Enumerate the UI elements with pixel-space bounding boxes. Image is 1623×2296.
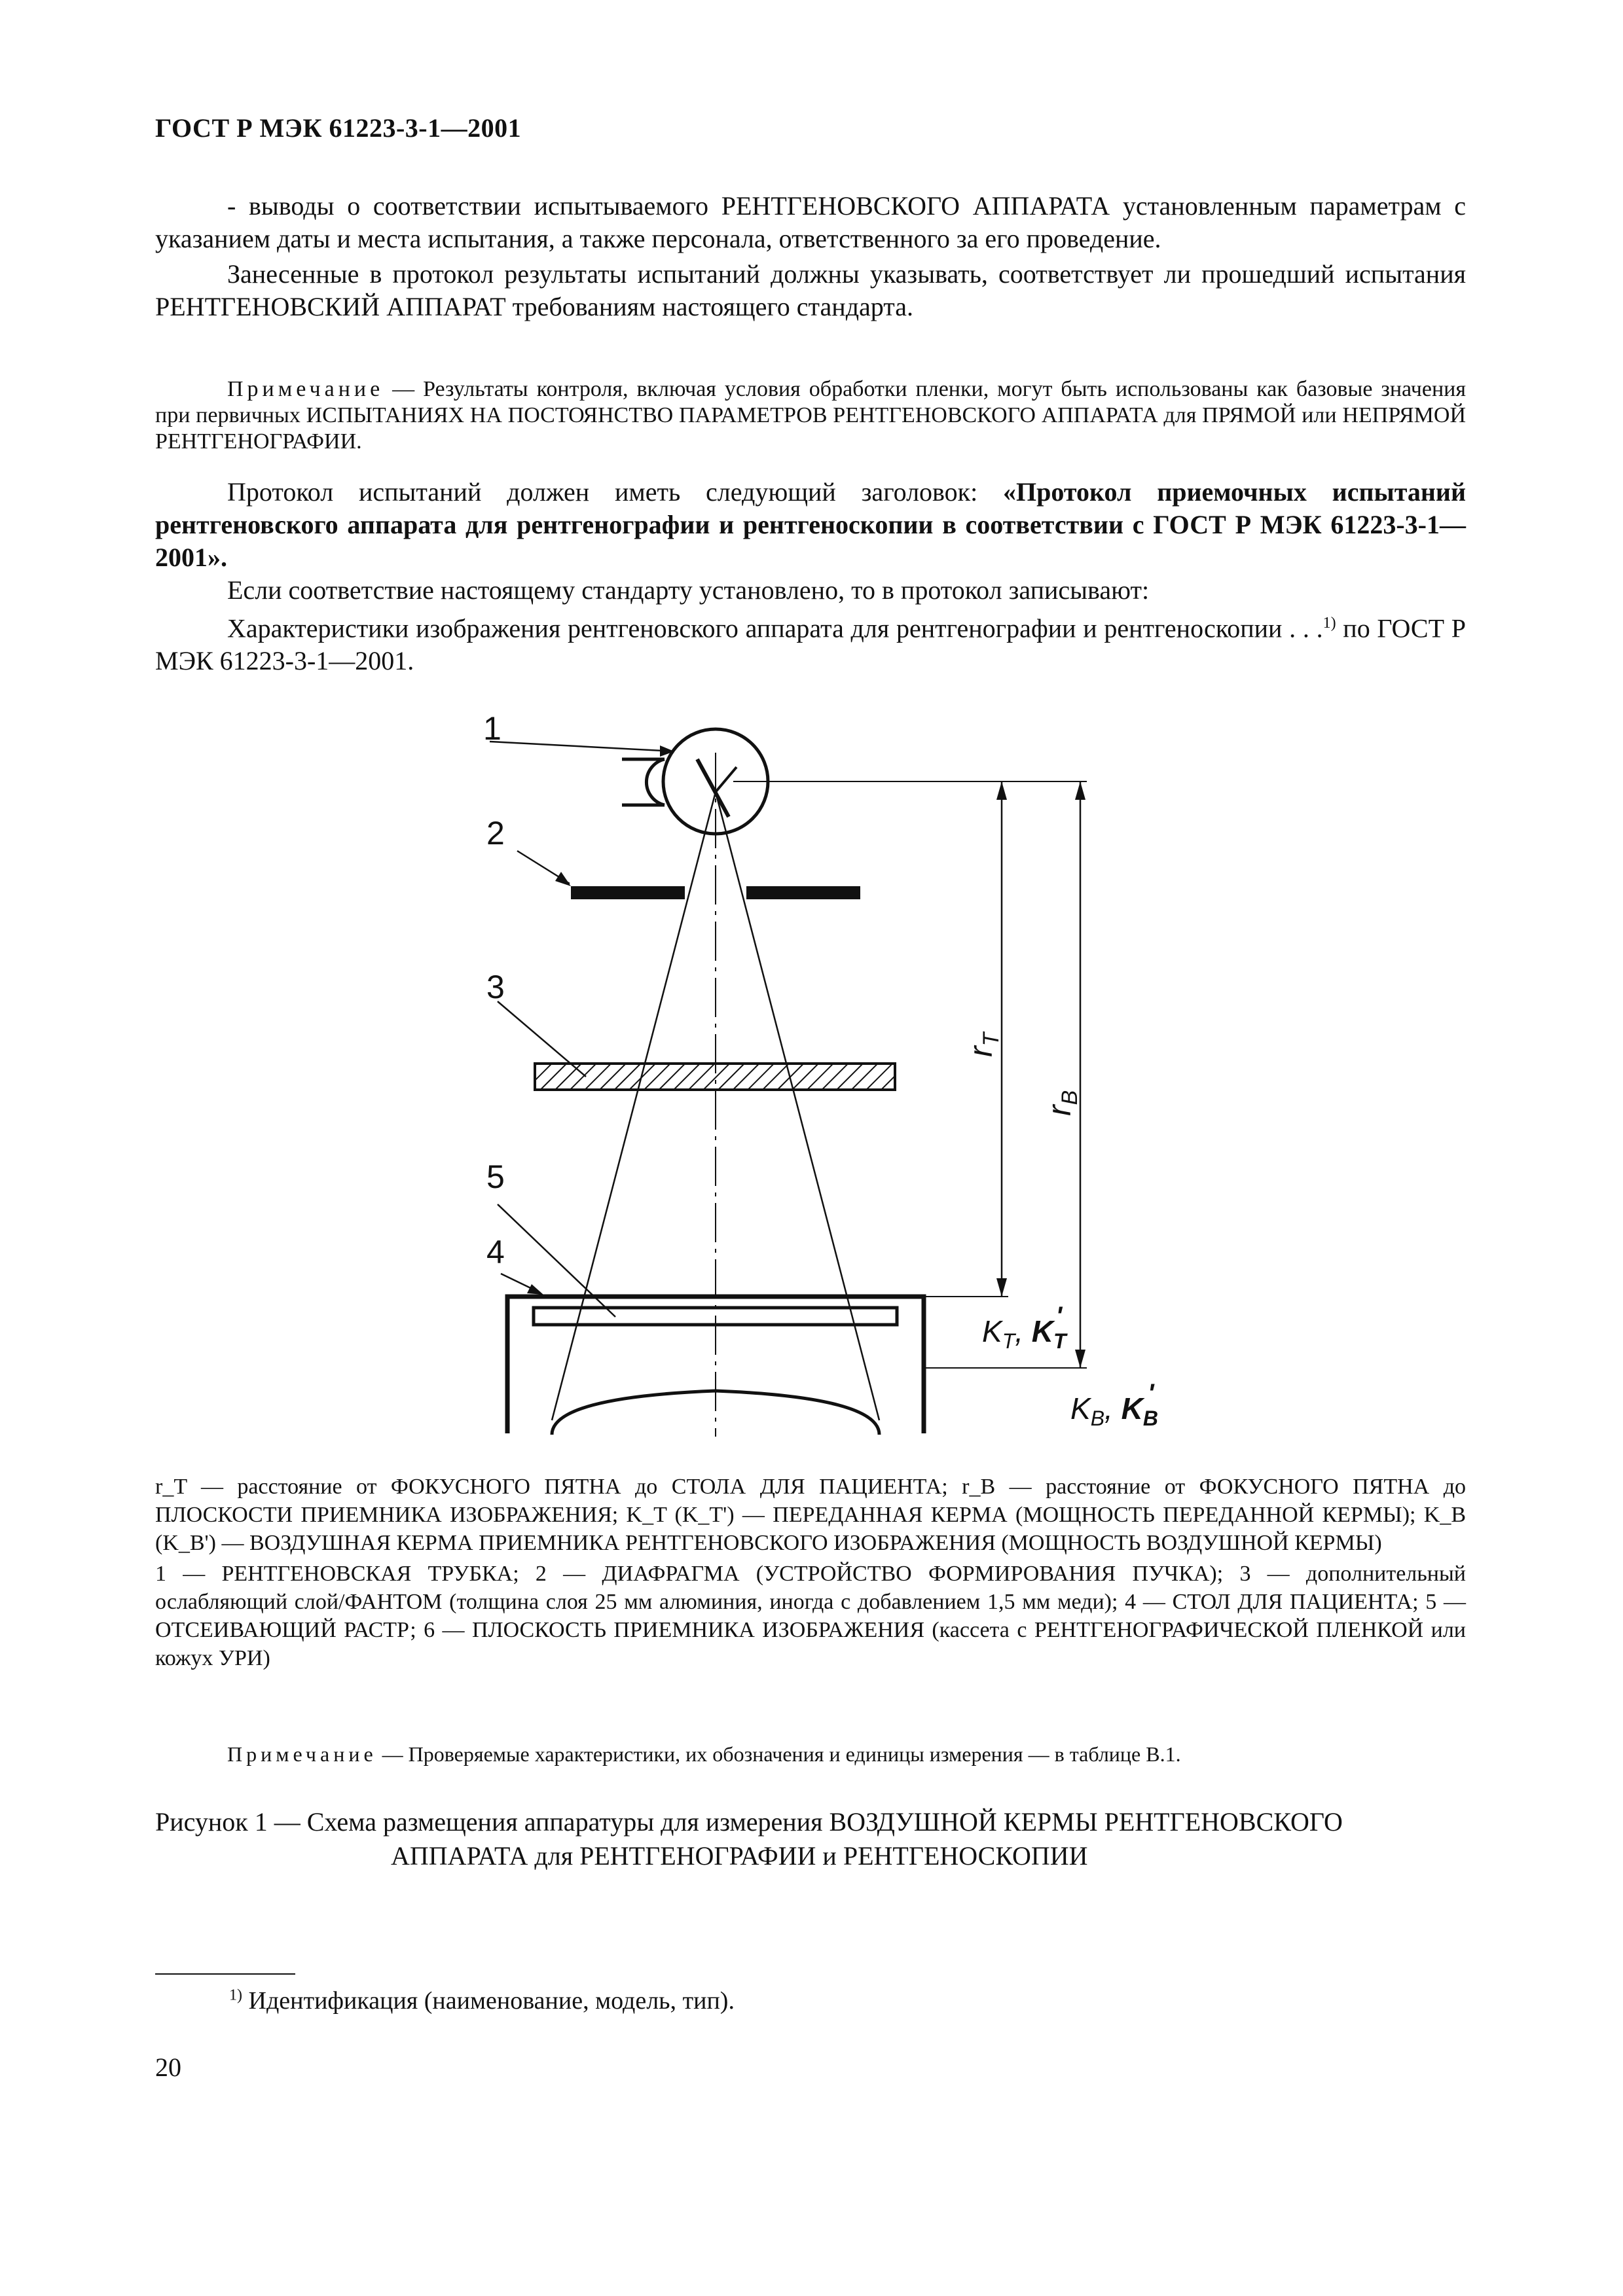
protocol-title-intro: Протокол испытаний должен иметь следующий заголовок: bbox=[227, 477, 1004, 507]
footnote bbox=[229, 1986, 735, 2015]
phantom-layer bbox=[535, 1064, 895, 1090]
figure-legend bbox=[155, 1473, 1466, 1672]
label-rb: $r_B$ bbox=[1041, 1090, 1082, 1116]
figure-title-line-2: АППАРАТА для РЕНТГЕНОГРАФИИ и РЕНТГЕНОСКОПИИ bbox=[391, 1841, 1088, 1871]
label-rt: $r_T$ bbox=[962, 1032, 1004, 1057]
paragraph-conclusions: - выводы о соответствии испытываемого РЕНТГЕНОВСКОГО АППАРАТА установленным параметрам с указанием даты и места испытания, а также персонала, ответственного за его проведение. bbox=[155, 191, 1466, 253]
paragraph-protocol-results: Занесенные в протокол результаты испытаний должны указывать, соответствует ли прошедший испытания РЕНТГЕНОВСКИЙ АППАРАТ требованиям настоящего стандарта. bbox=[155, 259, 1466, 321]
protocol-title-bold: «Протокол приемочных испытаний рентгеновского аппарата для рентгенографии и рентгеноскопии в соответствии с ГОСТ Р МЭК 61223-3-1—2001». bbox=[155, 477, 1466, 572]
diaphragm-right bbox=[746, 886, 860, 899]
label-kt: $K_T$, $K_T'$ bbox=[982, 1302, 1067, 1353]
figure-title-line-1: Рисунок 1 — Схема размещения аппаратуры для измерения ВОЗДУШНОЙ КЕРМЫ РЕНТГЕНОВСКОГО bbox=[155, 1807, 1343, 1837]
characteristics-text: Характеристики изображения рентгеновского аппарата для рентгенографии и рентгеноскопии . . . bbox=[227, 613, 1323, 643]
footnote-ref: 1) bbox=[1322, 615, 1336, 632]
callout-4: 4 bbox=[486, 1234, 505, 1270]
legend-symbols: r_T — расстояние от ФОКУСНОГО ПЯТНА до СТОЛА ДЛЯ ПАЦИЕНТА; r_B — расстояние от ФОКУСНОГО ПЯТНА до ПЛОСКОСТИ ПРИЕМНИКА ИЗОБРАЖЕНИЯ; K_T (K_T') — ПЕРЕДАННАЯ КЕРМА (МОЩНОСТЬ ПЕРЕДАННОЙ КЕРМЫ); K_B (K_B') — ВОЗДУШНАЯ КЕРМА ПРИЕМНИКА РЕНТГЕНОВСКОГО ИЗОБРАЖЕНИЯ (МОЩНОСТЬ ВОЗДУШНОЙ КЕРМЫ) bbox=[155, 1475, 1466, 1555]
note-text: — Результаты контроля, включая условия обработки пленки, могут быть использованы как базовые значения при первичных ИСПЫТАНИЯХ НА ПОСТОЯНСТВО ПАРАМЕТРОВ РЕНТГЕНОВСКОГО АППАРАТА для ПРЯМОЙ или НЕПРЯМОЙ РЕНТГЕНОГРАФИИ. bbox=[155, 377, 1466, 454]
callout-5: 5 bbox=[486, 1158, 505, 1195]
note-text: — Проверяемые характеристики, их обозначения и единицы измерения — в таблице В.1. bbox=[376, 1742, 1181, 1766]
document-header: ГОСТ Р МЭК 61223-3-1—2001 bbox=[155, 113, 522, 143]
callout-2: 2 bbox=[486, 815, 505, 852]
callout-3: 3 bbox=[486, 969, 505, 1005]
cathode bbox=[622, 759, 665, 805]
characteristics-standard: по ГОСТ Р МЭК 61223-3-1—2001. bbox=[155, 613, 1466, 676]
diaphragm-left bbox=[571, 886, 685, 899]
paragraph-compliance: Если соответствие настоящему стандарту установлено, то в протокол записывают: bbox=[227, 575, 1150, 605]
note-table-reference bbox=[155, 1741, 1466, 1767]
page-number: 20 bbox=[155, 2053, 181, 2082]
figure-title bbox=[155, 1805, 1466, 1873]
label-kb: $K_B$, $K_B'$ bbox=[1070, 1379, 1158, 1430]
note-label: Примечание bbox=[227, 377, 384, 401]
note-label: Примечание bbox=[227, 1742, 377, 1766]
anode bbox=[697, 759, 729, 817]
footnote-mark: 1) bbox=[229, 1986, 242, 2004]
footnote-divider bbox=[155, 1973, 295, 1975]
footnote-text: Идентификация (наименование, модель, тип). bbox=[242, 1987, 735, 2015]
legend-items: 1 — РЕНТГЕНОВСКАЯ ТРУБКА; 2 — ДИАФРАГМА (УСТРОЙСТВО ФОРМИРОВАНИЯ ПУЧКА); 3 — дополнительный ослабляющий слой/ФАНТОМ (толщина слоя 25 мм алюминия, иногда с добавлением 1,5 мм меди); 4 — СТОЛ ДЛЯ ПАЦИЕНТА; 5 — ОТСЕИВАЮЩИЙ РАСТР; 6 — ПЛОСКОСТЬ ПРИЕМНИКА ИЗОБРАЖЕНИЯ (кассета с РЕНТГЕНОГРАФИЧЕСКОЙ ПЛЕНКОЙ или кожух УРИ) bbox=[155, 1562, 1466, 1670]
callout-1: 1 bbox=[483, 710, 501, 747]
